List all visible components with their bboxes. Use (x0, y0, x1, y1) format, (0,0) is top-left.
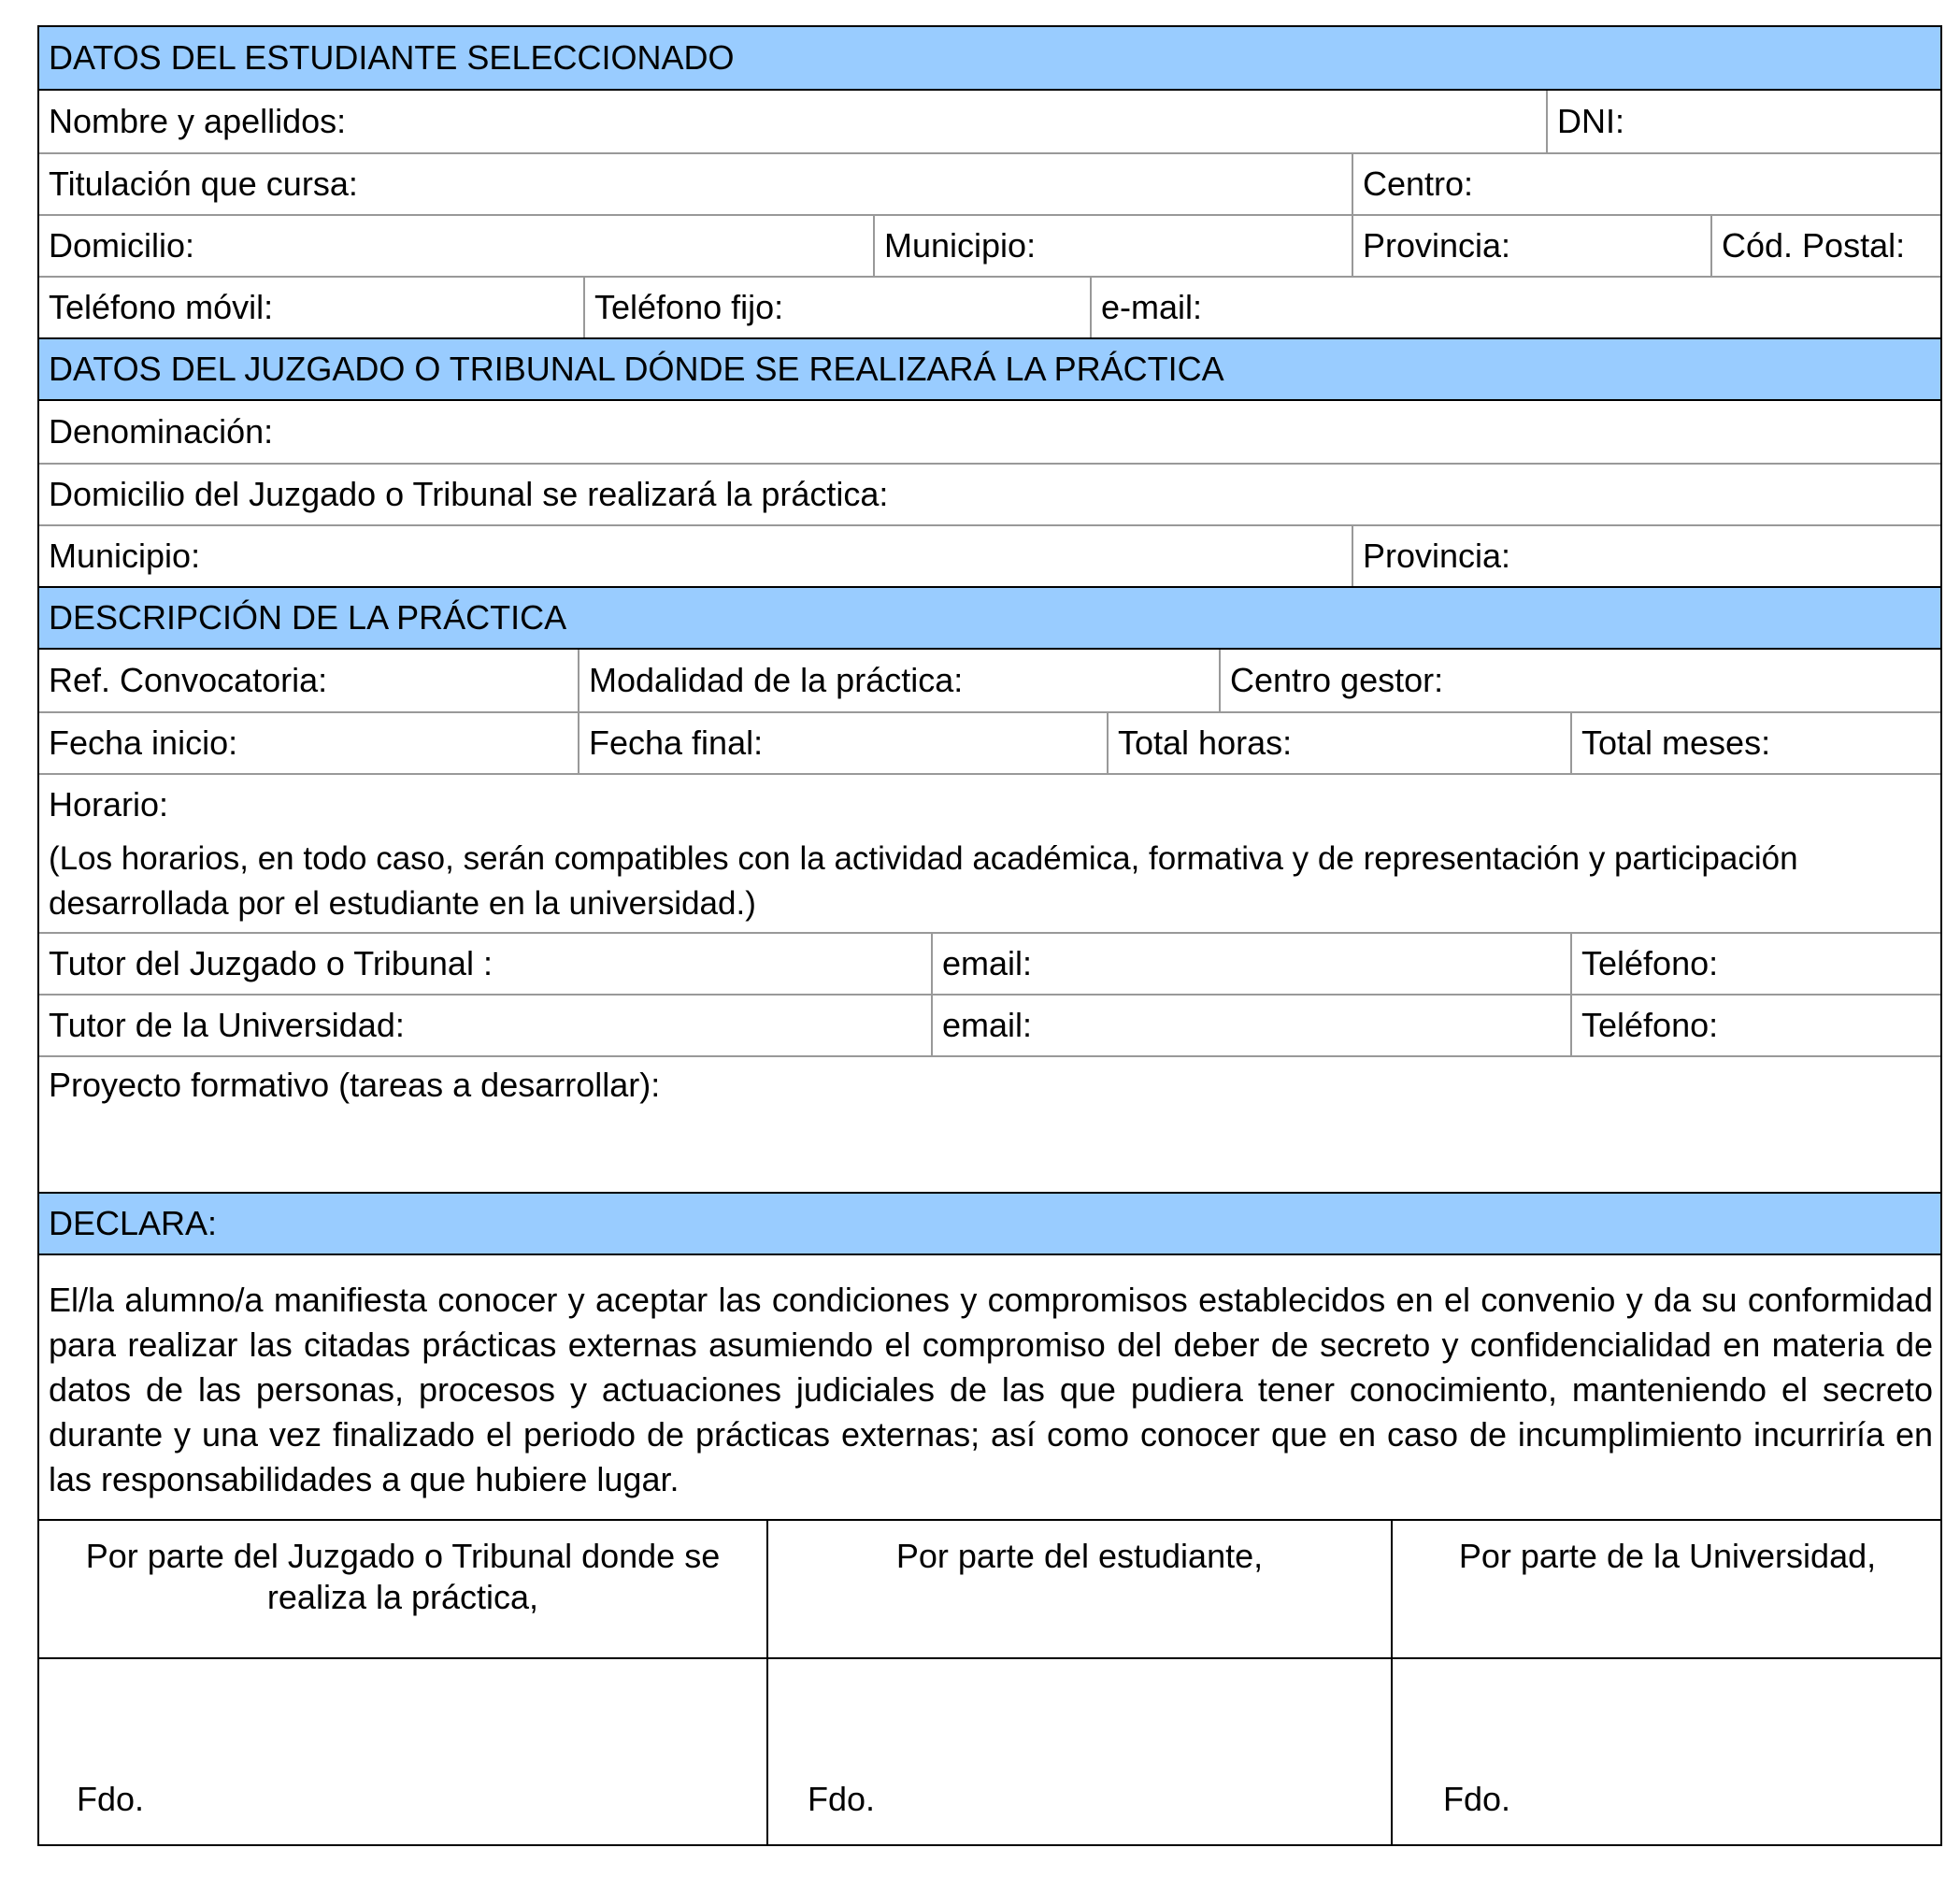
practice-start-date-field[interactable]: Fecha inicio: (49, 723, 238, 762)
university-tutor-field[interactable]: Tutor de la Universidad: (49, 1006, 405, 1044)
university-tutor-phone-field[interactable]: Teléfono: (1581, 1006, 1719, 1044)
section-title-declares: DECLARA: (49, 1204, 218, 1242)
court-name-field[interactable]: Denominación: (49, 412, 274, 451)
student-province-field[interactable]: Provincia: (1363, 226, 1511, 265)
practice-end-date-field[interactable]: Fecha final: (589, 723, 764, 762)
practice-schedule-note: (Los horarios, en todo caso, serán compatibles con la actividad académica, formativa y de representación y participación desarrollada por el estudiante en la universidad.) (49, 840, 1798, 922)
practice-modality-field[interactable]: Modalidad de la práctica: (589, 661, 964, 699)
student-municipality-field[interactable]: Municipio: (884, 226, 1037, 265)
signature-student-label: Por parte del estudiante, (895, 1537, 1264, 1575)
declaration-text: El/la alumno/a manifiesta conocer y aceptar las condiciones y compromisos establecidos en el convenio y da su conformidad para realizar las citadas prácticas externas asumiendo el compromiso del deber de secreto y confidencialidad en materia de datos de las personas, procesos y actuaciones judiciales de las que pudiera tener conocimiento, manteniendo el secreto durante y una vez finalizado el periodo de prácticas externas; así como conocer que en caso de incumplimiento incurriría en las responsabilidades a que hubiere lugar. (49, 1281, 1933, 1498)
court-tutor-email-field[interactable]: email: (942, 944, 1033, 982)
practice-agreement-form (37, 25, 1942, 1846)
section-header-practice (39, 586, 1940, 650)
student-postal-code-field[interactable]: Cód. Postal: (1722, 226, 1906, 265)
student-email-field[interactable]: e-mail: (1101, 288, 1203, 326)
court-province-field[interactable]: Provincia: (1363, 537, 1511, 575)
student-address-field[interactable]: Domicilio: (49, 226, 195, 265)
signature-court-label: Por parte del Juzgado o Tribunal donde se realiza la práctica, (85, 1537, 721, 1616)
student-center-field[interactable]: Centro: (1363, 165, 1474, 203)
student-dni-field[interactable]: DNI: (1557, 102, 1624, 140)
practice-project-field[interactable]: Proyecto formativo (tareas a desarrollar): (49, 1067, 661, 1104)
section-header-student (39, 27, 1940, 91)
university-tutor-email-field[interactable]: email: (942, 1006, 1033, 1044)
court-tutor-field[interactable]: Tutor del Juzgado o Tribunal : (49, 944, 493, 982)
court-tutor-phone-field[interactable]: Teléfono: (1581, 944, 1719, 982)
signature-student-fdo[interactable]: Fdo. (808, 1781, 876, 1818)
section-header-court (39, 337, 1940, 401)
practice-total-hours-field[interactable]: Total horas: (1118, 723, 1293, 762)
practice-schedule-field[interactable]: Horario: (49, 786, 169, 824)
practice-ref-field[interactable]: Ref. Convocatoria: (49, 661, 328, 699)
section-header-declares (39, 1192, 1940, 1255)
court-municipality-field[interactable]: Municipio: (49, 537, 201, 575)
court-address-field[interactable]: Domicilio del Juzgado o Tribunal se realizará la práctica: (49, 475, 889, 513)
section-title-student: DATOS DEL ESTUDIANTE SELECCIONADO (49, 38, 735, 77)
practice-managing-center-field[interactable]: Centro gestor: (1230, 661, 1444, 699)
student-degree-field[interactable]: Titulación que cursa: (49, 165, 358, 203)
student-landline-field[interactable]: Teléfono fijo: (594, 288, 784, 326)
student-mobile-field[interactable]: Teléfono móvil: (49, 288, 274, 326)
section-title-practice: DESCRIPCIÓN DE LA PRÁCTICA (49, 598, 567, 637)
section-title-court: DATOS DEL JUZGADO O TRIBUNAL DÓNDE SE REALIZARÁ LA PRÁCTICA (49, 350, 1224, 388)
signature-university-label: Por parte de la Universidad, (1458, 1537, 1877, 1575)
signature-court-fdo[interactable]: Fdo. (77, 1781, 145, 1818)
practice-total-months-field[interactable]: Total meses: (1581, 723, 1771, 762)
signature-university-fdo[interactable]: Fdo. (1443, 1781, 1511, 1818)
student-name-field[interactable]: Nombre y apellidos: (49, 102, 347, 140)
